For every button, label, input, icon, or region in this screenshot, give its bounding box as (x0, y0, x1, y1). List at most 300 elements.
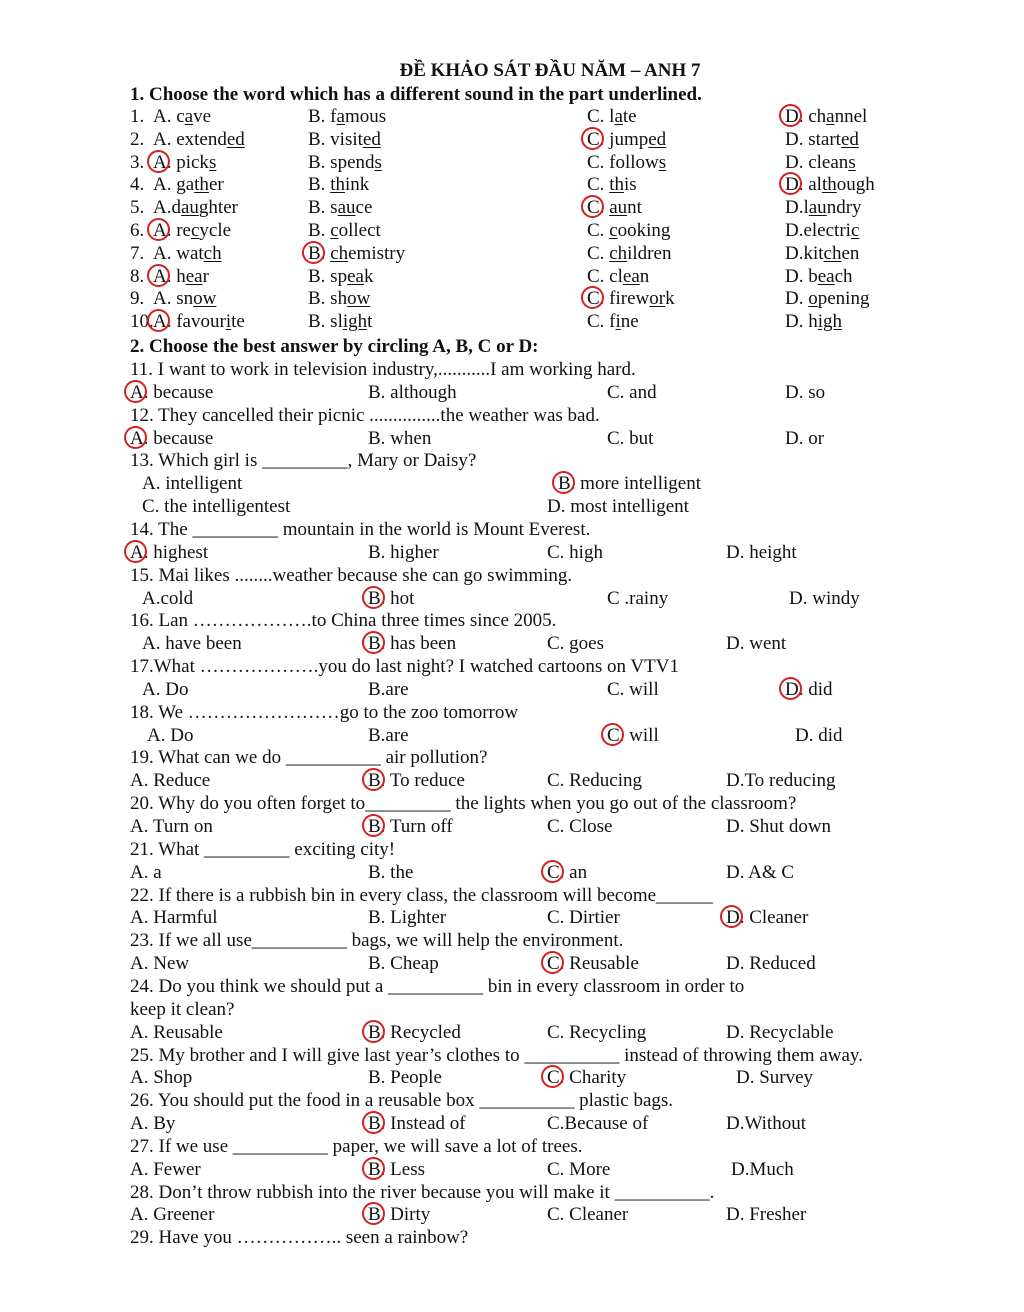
option[interactable] (153, 128, 245, 151)
option-text: D. ch (785, 106, 827, 127)
pronunciation-row (0, 219, 1024, 242)
option-text: k (363, 265, 374, 287)
underlined-part: c (850, 220, 860, 241)
pronunciation-row (0, 242, 1024, 265)
option[interactable]: C. the intelligentest (142, 496, 291, 518)
option-text: A. favour (153, 311, 226, 333)
question-text: 23. If we all use__________ bags, we will help the environment. (130, 930, 624, 952)
question-row (0, 518, 1024, 541)
answer-row (0, 906, 1024, 929)
pronunciation-row (0, 287, 1024, 310)
option-text: ycle (199, 220, 232, 241)
answer-circle (541, 860, 564, 883)
answer-row (0, 541, 1024, 564)
underlined-part: ea (622, 265, 640, 287)
option-text: t (367, 311, 373, 333)
underlined-part: ch (609, 242, 628, 264)
option-text: k (665, 288, 675, 310)
option[interactable] (785, 242, 859, 265)
option-text: B. (308, 242, 331, 264)
option-text: C. firew (587, 288, 650, 310)
answer-circle (541, 951, 564, 974)
question-text: 14. The _________ mountain in the world is Mount Everest. (130, 518, 591, 540)
option[interactable]: D. Recyclable (726, 1021, 834, 1043)
answer-circle (362, 1020, 385, 1043)
option[interactable]: D.Without (726, 1113, 806, 1135)
option[interactable] (308, 265, 373, 288)
option[interactable] (587, 242, 671, 265)
option[interactable] (785, 219, 859, 242)
option[interactable]: C. More (547, 1158, 611, 1180)
option[interactable] (587, 265, 649, 288)
question-text: 16. Lan ……………….to China three times since 2005. (130, 610, 557, 632)
option-text: C. cl (587, 265, 623, 287)
option-text: B. visit (308, 128, 363, 150)
answer-circle (124, 380, 147, 403)
question-text: 25. My brother and I will give last year’s clothes to __________ instead of throwing them away. (130, 1044, 863, 1066)
underlined-part: o (808, 288, 818, 310)
option[interactable]: A. because (130, 427, 214, 449)
underlined-part: s (658, 151, 667, 173)
option[interactable]: C. goes (547, 633, 604, 655)
option[interactable] (587, 151, 666, 174)
option-text: B. spend (308, 151, 375, 173)
answer-row (0, 1112, 1024, 1135)
option[interactable]: B. Dirty (368, 1204, 431, 1226)
question-text: keep it clean? (130, 998, 235, 1020)
option[interactable]: B. more intelligent (558, 473, 702, 495)
option-text: A. c (153, 106, 185, 127)
option[interactable]: A. intelligent (142, 473, 243, 495)
question-number: 4. (130, 174, 145, 196)
option[interactable]: B.are (368, 678, 409, 700)
option-text: C. (587, 242, 610, 264)
answer-row (0, 1203, 1024, 1226)
option-text: pening (817, 288, 870, 310)
underlined-part: igh (342, 311, 368, 333)
option-text: ough (836, 174, 875, 196)
option-text: ollect (338, 220, 381, 241)
option[interactable]: B. Instead of (368, 1113, 466, 1135)
question-row (0, 404, 1024, 427)
option[interactable] (587, 219, 670, 242)
underlined-part: au (337, 197, 356, 219)
option-text: ve (193, 106, 212, 127)
option[interactable] (308, 310, 372, 333)
underlined-part: ed (362, 128, 381, 150)
option[interactable] (308, 151, 382, 174)
option[interactable] (785, 287, 869, 310)
option-text: A. ga (153, 174, 195, 196)
underlined-part: i (615, 311, 621, 333)
underlined-part: s (374, 151, 382, 173)
underlined-part: th (194, 174, 209, 196)
option[interactable]: C. will (607, 724, 659, 746)
option[interactable]: D. Reduced (726, 953, 816, 975)
underlined-part: ow (347, 288, 371, 310)
option[interactable]: C. but (607, 427, 654, 449)
option[interactable]: D. height (726, 541, 797, 563)
answer-row (0, 678, 1024, 701)
option[interactable]: B. Lighter (368, 907, 447, 929)
underlined-part: a (336, 106, 345, 127)
section-2-heading: 2. Choose the best answer by circling A, B, C or D: (130, 336, 539, 357)
question-text: 18. We ……………………go to the zoo tomorrow (130, 701, 519, 723)
question-row (0, 655, 1024, 678)
question-text: 21. What _________ exciting city! (130, 838, 396, 860)
answer-row (0, 815, 1024, 838)
option[interactable]: A. because (130, 381, 214, 403)
question-row (0, 1089, 1024, 1112)
answer-circle (779, 677, 802, 700)
option[interactable] (785, 128, 859, 151)
option[interactable] (153, 173, 224, 196)
answer-circle (581, 127, 604, 150)
option[interactable]: A. By (130, 1113, 176, 1135)
question-number: 5. (130, 197, 145, 219)
underlined-part: ow (193, 288, 217, 310)
question-number: 10. (130, 311, 154, 333)
option-text: ne (620, 311, 639, 333)
option[interactable]: A. Harmful (130, 907, 218, 929)
answer-row (0, 1158, 1024, 1181)
option[interactable]: A. Turn on (130, 816, 213, 837)
option[interactable]: C. Reducing (547, 770, 642, 792)
option[interactable]: D. did (795, 724, 843, 746)
option[interactable]: D.Much (731, 1158, 794, 1180)
question-number: 2. (130, 128, 145, 150)
option-text: is (623, 174, 637, 196)
underlined-part: c (609, 220, 618, 241)
underlined-part: ch (203, 242, 222, 264)
option[interactable]: A. New (130, 953, 190, 975)
question-row (0, 975, 1024, 998)
underlined-part: ea (817, 265, 835, 287)
option[interactable]: A. Do (147, 724, 194, 746)
option-text: C. follow (587, 151, 659, 173)
option-text: B. s (308, 197, 338, 219)
option[interactable]: B. Recycled (368, 1021, 461, 1043)
option[interactable]: B. To reduce (368, 770, 465, 792)
option[interactable]: C. Charity (547, 1067, 627, 1089)
underlined-part: i (225, 311, 232, 333)
option-text: A. pick (153, 151, 209, 173)
question-row (0, 746, 1024, 769)
option[interactable]: A. Shop (130, 1067, 193, 1089)
option[interactable]: C. Dirtier (547, 907, 620, 929)
option-text: nnel (834, 106, 868, 127)
option[interactable]: A. Reusable (130, 1021, 223, 1043)
option-text: ooking (617, 220, 671, 241)
underlined-part: th (821, 174, 837, 196)
question-text: 27. If we use __________ paper, we will save a lot of trees. (130, 1135, 583, 1157)
question-row (0, 449, 1024, 472)
option[interactable]: D. so (785, 381, 826, 403)
option[interactable] (587, 173, 637, 196)
option[interactable] (308, 128, 381, 151)
option-text: A. extend (153, 128, 227, 150)
option-text: ildren (627, 242, 672, 264)
pronunciation-row (0, 151, 1024, 174)
option[interactable]: D. Shut down (726, 816, 832, 837)
option[interactable]: A.cold (142, 587, 194, 609)
option[interactable]: A. Do (142, 678, 189, 700)
option[interactable]: A. Reduce (130, 770, 211, 792)
question-number: 7. (130, 242, 145, 264)
question-row (0, 564, 1024, 587)
option-text: C. (587, 197, 610, 219)
option-text: te (231, 311, 245, 333)
option[interactable]: A. a (130, 861, 162, 883)
question-text: 19. What can we do __________ air pollution? (130, 747, 488, 769)
option-text: D. start (785, 128, 841, 150)
underlined-part: au (180, 197, 199, 219)
underlined-part: ch (823, 242, 842, 264)
option-text: B. f (308, 106, 337, 127)
option[interactable]: B.are (368, 724, 409, 746)
answer-circle (601, 723, 624, 746)
option-text: ink (344, 174, 370, 196)
pronunciation-row (0, 105, 1024, 128)
option[interactable]: C. Cleaner (547, 1204, 629, 1226)
question-row (0, 609, 1024, 632)
underlined-part: s (208, 151, 217, 173)
option[interactable]: A. Fewer (130, 1158, 201, 1180)
option[interactable]: B. has been (368, 633, 457, 655)
option[interactable]: B. the (368, 861, 414, 883)
question-text: 22. If there is a rubbish bin in every class, the classroom will become______ (130, 884, 714, 906)
underlined-part: ed (226, 128, 245, 150)
option-text: D. h (785, 311, 818, 333)
option[interactable] (308, 173, 369, 196)
pronunciation-row (0, 265, 1024, 288)
option-text: B. sp (308, 265, 348, 287)
option-text: C. jump (587, 128, 649, 150)
underlined-part: ea (185, 265, 203, 287)
option-text: mous (344, 106, 387, 127)
answer-circle (362, 1111, 385, 1134)
question-number: 3. (130, 151, 145, 173)
question-number: 6. (130, 220, 145, 241)
question-text: 11. I want to work in television industry,...........I am working hard. (130, 359, 636, 380)
answer-row (0, 472, 1024, 495)
option[interactable]: C. high (547, 541, 603, 563)
pronunciation-row (0, 128, 1024, 151)
question-text: 17.What ……………….you do last night? I watched cartoons on VTV1 (130, 656, 679, 678)
answer-circle (302, 241, 325, 264)
option[interactable] (153, 287, 216, 310)
option[interactable] (153, 105, 211, 128)
option[interactable]: A. have been (142, 633, 242, 655)
option[interactable] (587, 105, 637, 128)
answer-row (0, 632, 1024, 655)
option[interactable]: C. and (607, 381, 657, 403)
option-text: te (622, 106, 637, 127)
option[interactable]: C. will (607, 678, 659, 700)
section-1-heading: 1. Choose the word which has a different sound in the part underlined. (130, 84, 702, 105)
question-row (0, 792, 1024, 815)
question-number: 8. (130, 265, 145, 287)
answer-row (0, 381, 1024, 404)
option[interactable]: B. hot (368, 587, 415, 609)
option-text: nt (627, 197, 642, 219)
option[interactable]: B. although (368, 381, 457, 403)
option[interactable] (153, 196, 238, 219)
option[interactable]: A. Greener (130, 1204, 215, 1226)
option-text: D. clean (785, 151, 849, 173)
question-text: 15. Mai likes ........weather because she can go swimming. (130, 564, 573, 586)
option[interactable] (785, 151, 856, 174)
option[interactable]: D. went (726, 633, 787, 655)
question-row (0, 1181, 1024, 1204)
underlined-part: ch (330, 242, 349, 264)
question-number: 9. (130, 288, 145, 310)
option[interactable] (587, 310, 639, 333)
option-text: B. sh (308, 288, 348, 310)
answer-circle (362, 814, 385, 837)
underlined-part: a (184, 106, 194, 127)
option-text: B. (308, 220, 331, 241)
option-text: D. (785, 288, 809, 310)
underlined-part: c (190, 220, 200, 241)
option-text: B. sl (308, 311, 343, 333)
option-text: ce (355, 197, 373, 219)
option[interactable]: D.To reducing (726, 770, 836, 792)
option[interactable] (308, 105, 386, 128)
option[interactable]: C. Reusable (547, 953, 639, 975)
option[interactable]: D. Cleaner (726, 907, 809, 929)
option-text: ch (834, 265, 853, 287)
answer-circle (147, 264, 170, 287)
question-row (0, 1226, 1024, 1249)
option[interactable]: D. A& C (726, 861, 795, 883)
underlined-part: th (330, 174, 345, 196)
question-row (0, 358, 1024, 381)
question-text: 24. Do you think we should put a __________ bin in every classroom in order to (130, 975, 745, 997)
option[interactable] (153, 242, 222, 265)
option[interactable]: C. an (547, 861, 588, 883)
answer-row (0, 1021, 1024, 1044)
option[interactable]: C.Because of (547, 1113, 649, 1135)
option[interactable]: B. Turn off (368, 816, 453, 837)
option[interactable]: C .rainy (607, 587, 669, 609)
question-number: 1. (130, 106, 145, 127)
underlined-part: c (330, 220, 339, 241)
option[interactable] (308, 196, 372, 219)
answer-circle (362, 1157, 385, 1180)
option[interactable] (785, 196, 862, 219)
answer-row (0, 952, 1024, 975)
option[interactable] (785, 310, 842, 333)
option-text: A.d (153, 197, 181, 219)
question-text: 26. You should put the food in a reusable box __________ plastic bags. (130, 1090, 674, 1112)
option-text: A. sn (153, 288, 194, 310)
underlined-part: igh (817, 311, 843, 333)
underlined-part: au (609, 197, 628, 219)
option-text: r (202, 265, 209, 287)
option-text: ndry (826, 197, 862, 219)
option[interactable]: B. Cheap (368, 953, 439, 975)
answer-row (0, 861, 1024, 884)
answer-circle (124, 426, 147, 449)
underlined-part: au (808, 197, 827, 219)
question-row (0, 884, 1024, 907)
question-row (0, 1044, 1024, 1067)
answer-circle (124, 540, 147, 563)
question-row (0, 1135, 1024, 1158)
option[interactable] (308, 219, 381, 242)
option-text: D. b (785, 265, 818, 287)
option[interactable]: C. Recycling (547, 1021, 647, 1043)
underlined-part: or (649, 288, 666, 310)
question-text: 20. Why do you often forget to_________ the lights when you go out of the classroom? (130, 793, 797, 815)
option-text: er (208, 174, 224, 196)
option-text: B. (308, 174, 331, 196)
answer-circle (147, 218, 170, 241)
page-title: ĐỀ KHẢO SÁT ĐẦU NĂM – ANH 7 (399, 60, 701, 81)
option-text: D. al (785, 174, 822, 196)
option[interactable]: B. People (368, 1067, 442, 1089)
option[interactable]: A. highest (130, 541, 209, 563)
answer-circle (362, 586, 385, 609)
option[interactable]: D. Fresher (726, 1204, 807, 1226)
question-row-continued (0, 998, 1024, 1021)
option[interactable]: D. Survey (736, 1067, 814, 1089)
option[interactable]: B. when (368, 427, 432, 449)
question-text: 29. Have you …………….. seen a rainbow? (130, 1227, 469, 1249)
underlined-part: ea (347, 265, 364, 287)
option-text: C. f (587, 311, 616, 333)
option-text: emistry (348, 242, 406, 264)
option-text: ghter (198, 197, 238, 219)
option[interactable]: D. or (785, 427, 825, 449)
option-text: D.kit (785, 242, 824, 264)
underlined-part: a (826, 106, 835, 127)
option[interactable]: C. Close (547, 816, 613, 837)
option[interactable] (785, 265, 853, 288)
option-text: C. (587, 220, 610, 241)
question-row (0, 701, 1024, 724)
option-text: n (639, 265, 650, 287)
option-text: D.electri (785, 220, 851, 241)
underlined-part: ed (840, 128, 859, 150)
option[interactable] (308, 287, 370, 310)
option[interactable]: D. did (785, 678, 833, 700)
answer-row (0, 1066, 1024, 1089)
pronunciation-row (0, 196, 1024, 219)
option[interactable]: B. Less (368, 1158, 425, 1180)
underlined-part: a (614, 106, 623, 127)
option[interactable]: D. windy (789, 587, 860, 609)
answer-circle (779, 104, 802, 127)
pronunciation-row (0, 310, 1024, 333)
option[interactable]: B. higher (368, 541, 439, 563)
option-text: A. h (153, 265, 186, 287)
question-text: 28. Don’t throw rubbish into the river because you will make it __________. (130, 1181, 715, 1203)
answer-circle (147, 150, 170, 173)
underlined-part: ed (648, 128, 667, 150)
answer-row (0, 724, 1024, 747)
option[interactable]: D. most intelligent (547, 496, 689, 518)
answer-row (0, 427, 1024, 450)
option-text: A. wat (153, 242, 204, 264)
answer-row (0, 769, 1024, 792)
question-row (0, 929, 1024, 952)
option-text: D.l (785, 197, 809, 219)
underlined-part: th (609, 174, 624, 196)
question-text: 12. They cancelled their picnic ...............the weather was bad. (130, 404, 600, 426)
answer-row (0, 587, 1024, 610)
